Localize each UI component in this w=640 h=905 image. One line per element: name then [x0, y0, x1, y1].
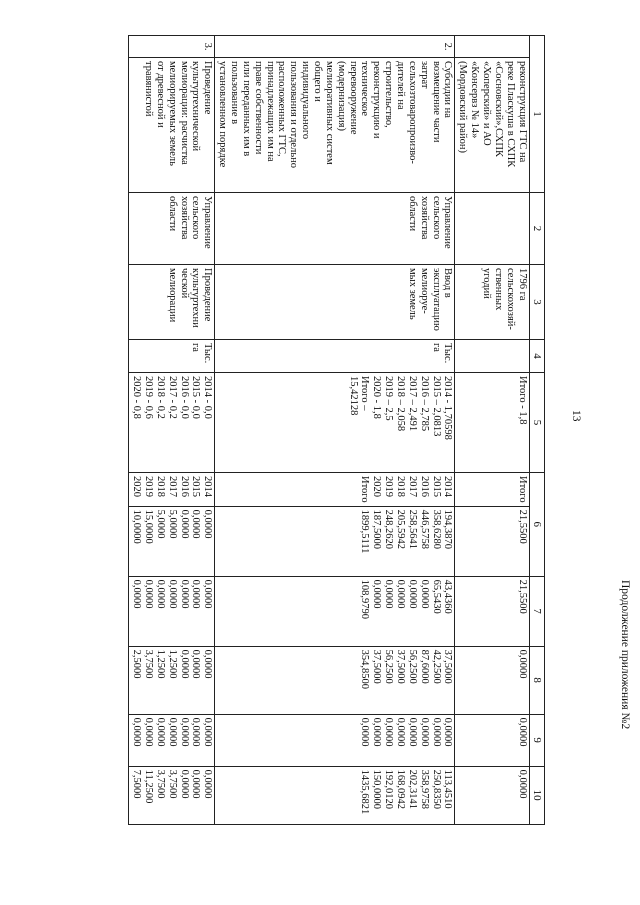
cell-line: установленном порядке — [217, 61, 229, 168]
cell-line: сельского — [190, 196, 202, 240]
regional-cell — [129, 646, 215, 714]
cell-line: 2018 — [154, 476, 166, 497]
executor-cell — [129, 193, 215, 265]
cell-line: пользования и отдельно — [288, 61, 300, 168]
cell-line: 446,5758 — [418, 509, 430, 549]
target-value: Итого - 1,8 — [516, 376, 528, 425]
cell-line: Тыс. — [202, 343, 214, 364]
cell-line: индивидуального — [300, 61, 312, 140]
total-cell — [129, 506, 215, 576]
cell-line: 1435,6821 — [359, 769, 371, 815]
cell-line: 0,0000 — [166, 579, 178, 609]
cell-line: 0,0000 — [166, 717, 178, 747]
extrabudget-cell — [129, 766, 215, 824]
header-cell: 9 — [529, 714, 544, 766]
cell-line: 0,0000 — [190, 769, 202, 799]
cell-line: 2019 — [383, 476, 395, 497]
cell-line: 21,5500 — [516, 579, 528, 614]
cell-line: 0,0000 — [383, 717, 395, 747]
header-cell: 1 — [529, 36, 544, 193]
unit-cell — [129, 340, 215, 373]
cell-line: 187,5000 — [371, 509, 383, 549]
total-cell — [455, 506, 529, 576]
header-cell: 4 — [529, 340, 544, 373]
cell-line: Тыс. — [442, 343, 454, 364]
cell-line: 15,0000 — [142, 509, 154, 544]
cell-line: хозяйства — [418, 196, 430, 240]
event-cell — [215, 58, 455, 193]
cell-line: дителей на — [394, 61, 406, 110]
federal-cell — [215, 576, 455, 646]
cell-line: 2017 – 2,491 — [406, 376, 418, 432]
cell-line: (модернизация) — [335, 61, 347, 131]
cell-line: или переданных им в — [240, 61, 252, 157]
cell-line: 354,8500 — [359, 649, 371, 689]
federal-cell — [455, 576, 529, 646]
cell-line: 5,0000 — [166, 509, 178, 539]
executor-cell — [215, 193, 455, 265]
cell-line: 2020 — [371, 476, 383, 497]
cell-line: 65,5430 — [430, 579, 442, 614]
row-number-cell — [215, 36, 455, 58]
cell-line: мелиорации: расчистка — [178, 61, 190, 165]
cell-line: 0,0000 — [516, 649, 528, 679]
cell-line: 0,0000 — [190, 649, 202, 679]
event-cell — [129, 58, 215, 193]
cell-line: 2017 — [406, 476, 418, 497]
row-number: 2. — [442, 42, 454, 51]
cell-line: 250,8350 — [430, 769, 442, 809]
cell-line: Итого — [516, 476, 528, 503]
cell-line: строительство, — [383, 61, 395, 128]
cell-line: техническое — [359, 61, 371, 117]
indicator-cell — [129, 265, 215, 340]
cell-line: 56,2500 — [383, 649, 395, 684]
header-cell: 8 — [529, 646, 544, 714]
data-table — [128, 35, 545, 825]
cell-line: 2017 — [166, 476, 178, 497]
cell-line: 0,0000 — [142, 579, 154, 609]
cell-line: 37,5000 — [371, 649, 383, 684]
cell-line: 1796 га — [516, 268, 528, 301]
header-cell: 3 — [529, 265, 544, 340]
regional-cell — [455, 646, 529, 714]
local-cell — [455, 714, 529, 766]
cell-line: мелиорируемых земель — [166, 61, 178, 166]
cell-line: 0,0000 — [190, 579, 202, 609]
cell-line: 0,0000 — [202, 769, 214, 799]
year-cell — [215, 473, 455, 507]
continuation-title: Продолжение приложения №2 — [619, 580, 631, 730]
cell-line: общего и — [311, 61, 323, 102]
cell-line: Субсидии на — [442, 61, 454, 118]
cell-line: 2015 – 2,0813 — [430, 376, 442, 437]
cell-line: мелиоруе- — [418, 268, 430, 314]
cell-line: 2015 - 0,0 — [190, 376, 202, 419]
header-cell: 6 — [529, 473, 544, 577]
cell-line: затрат — [418, 61, 430, 89]
cell-line: 0,0000 — [154, 579, 166, 609]
cell-line: 2015 — [190, 476, 202, 497]
cell-line: 1899,5111 — [359, 509, 371, 554]
cell-line: 150,0000 — [371, 769, 383, 809]
cell-line: 10,0000 — [131, 509, 143, 544]
cell-line: Управление — [202, 196, 214, 249]
indicator-cell — [215, 265, 455, 340]
cell-line: «Хоперский» и АО — [481, 61, 492, 146]
cell-line: 2015 — [430, 476, 442, 497]
table-row — [455, 36, 529, 825]
cell-line: Управление — [442, 196, 454, 249]
year-cell — [129, 473, 215, 507]
cell-line: пользование в — [228, 61, 240, 125]
cell-line: 11,2500 — [142, 769, 154, 804]
cell-line: 0,0000 — [394, 717, 406, 747]
cell-line: 258,5641 — [406, 509, 418, 549]
cell-line: от древесной и — [154, 61, 166, 128]
cell-line: 2018 — [394, 476, 406, 497]
cell-line: области — [406, 196, 418, 232]
cell-line: 0,0000 — [371, 579, 383, 609]
row-number: 3. — [202, 42, 214, 51]
header-cell: 2 — [529, 193, 544, 265]
cell-line: мелиоративных систем — [323, 61, 335, 165]
cell-line: 0,0000 — [202, 717, 214, 747]
cell-line: 248,2620 — [383, 509, 395, 549]
cell-line: 358,6280 — [430, 509, 442, 549]
cell-line: мых земель — [406, 268, 418, 320]
cell-line: «Сосновский»,СХПК — [492, 61, 504, 157]
cell-line: 0,0000 — [131, 717, 143, 747]
cell-line: 108,9790 — [359, 579, 371, 619]
cell-line: 168,0942 — [394, 769, 406, 809]
federal-cell — [129, 576, 215, 646]
cell-line: Проведение — [202, 61, 214, 115]
cell-line: 3,7500 — [154, 769, 166, 799]
cell-line: 0,0000 — [154, 717, 166, 747]
cell-line: 0,0000 — [442, 717, 454, 747]
header-cell: 5 — [529, 373, 544, 473]
target-value-cell — [455, 373, 529, 473]
target-value-cell — [129, 373, 215, 473]
cell-line: 7,5000 — [131, 769, 143, 799]
cell-line: хозяйства — [178, 196, 190, 240]
cell-line: 0,0000 — [202, 649, 214, 679]
local-cell — [129, 714, 215, 766]
unit-cell — [455, 340, 529, 373]
cell-line: «Консервз № 14» — [469, 61, 481, 139]
cell-line: 0,0000 — [359, 717, 371, 747]
cell-line: 2016 – 2,785 — [418, 376, 430, 432]
cell-line: 0,0000 — [383, 579, 395, 609]
header-cell: 10 — [529, 766, 544, 824]
cell-line: принадлежащих им на — [264, 61, 276, 162]
cell-line: 2020 — [131, 476, 143, 497]
total-cell — [215, 506, 455, 576]
header-row — [529, 36, 544, 825]
cell-line: сельхозтоваропроизво- — [406, 61, 418, 164]
cell-line: 2,5000 — [131, 649, 143, 679]
cell-line: 358,9758 — [418, 769, 430, 809]
cell-line: га — [190, 343, 202, 352]
cell-line: 0,0000 — [178, 649, 190, 679]
cell-line: сельскохозяй- — [504, 268, 516, 330]
cell-line: 56,2500 — [406, 649, 418, 684]
cell-line: 194,3870 — [442, 509, 454, 549]
cell-line: мелиорации — [166, 268, 178, 323]
cell-line: ственных — [492, 268, 504, 311]
cell-line: 0,0000 — [430, 717, 442, 747]
local-cell — [215, 714, 455, 766]
unit-cell — [215, 340, 455, 373]
indicator-cell — [455, 265, 529, 340]
cell-line: реке Пласкуша в СХПК — [504, 61, 516, 168]
cell-line: 0,0000 — [418, 717, 430, 747]
cell-line: 0,0000 — [406, 579, 418, 609]
cell-line: 2016 - 0,0 — [178, 376, 190, 419]
cell-line: ческой — [178, 268, 190, 299]
event-cell — [455, 58, 529, 193]
table-row — [129, 36, 215, 825]
cell-line: 205,5942 — [394, 509, 406, 549]
cell-line: 0,0000 — [178, 717, 190, 747]
cell-line: 1,2500 — [166, 649, 178, 679]
cell-line: 0,0000 — [516, 717, 528, 747]
cell-line: 0,0000 — [178, 769, 190, 799]
cell-line: 3,7500 — [166, 769, 178, 799]
cell-line: 0,0000 — [178, 579, 190, 609]
cell-line: 2018 – 2,058 — [394, 376, 406, 432]
cell-line: 2014 - 0,0 — [202, 376, 214, 419]
cell-line: 5,0000 — [154, 509, 166, 539]
regional-cell — [215, 646, 455, 714]
cell-line: эксплуатацию — [430, 268, 442, 331]
cell-line: 2020 - 0,8 — [131, 376, 143, 419]
page-number: 13 — [570, 410, 582, 422]
cell-line: 2019 — [142, 476, 154, 497]
cell-line: травянистой — [142, 61, 154, 117]
cell-line: 0,0000 — [142, 717, 154, 747]
year-cell — [455, 473, 529, 507]
cell-line: Ввод в — [442, 268, 454, 298]
cell-line: перевооружение — [347, 61, 359, 135]
cell-line: 0,0000 — [516, 769, 528, 799]
cell-line: 2014 — [442, 476, 454, 497]
cell-line: 1,2500 — [154, 649, 166, 679]
cell-line: 0,0000 — [394, 579, 406, 609]
cell-line: области — [166, 196, 178, 232]
extrabudget-cell — [455, 766, 529, 824]
cell-line: 2020 - 1,8 — [371, 376, 383, 419]
row-number-cell — [455, 36, 529, 58]
cell-line: расположенных ГТС, — [276, 61, 288, 157]
cell-line: 0,0000 — [406, 717, 418, 747]
cell-line: 113,4510 — [442, 769, 454, 809]
cell-line: 202,3141 — [406, 769, 418, 809]
cell-line: культуртехни — [190, 268, 202, 328]
cell-line: реконструкцию и — [371, 61, 383, 139]
cell-line: 87,6000 — [418, 649, 430, 684]
table-row — [215, 36, 455, 825]
extrabudget-cell — [215, 766, 455, 824]
cell-line: 2014 - 1,70598 — [442, 376, 454, 440]
cell-line: 0,0000 — [371, 717, 383, 747]
cell-line: 2016 — [178, 476, 190, 497]
cell-line: 0,0000 — [418, 579, 430, 609]
cell-line: (Мордовский район) — [457, 61, 469, 153]
cell-line: 0,0000 — [190, 509, 202, 539]
row-number-cell — [129, 36, 215, 58]
executor-cell — [455, 193, 529, 265]
cell-line: 42,2500 — [430, 649, 442, 684]
cell-line: 37,5000 — [442, 649, 454, 684]
cell-line: га — [430, 343, 442, 352]
cell-line: праве собственности — [252, 61, 264, 155]
cell-line: 3,7500 — [142, 649, 154, 679]
cell-line: Проведение — [202, 268, 214, 322]
cell-line: 2017 - 0,2 — [166, 376, 178, 419]
cell-line: 0,0000 — [190, 717, 202, 747]
cell-line: Итого — [359, 476, 371, 503]
cell-line: 0,0000 — [131, 579, 143, 609]
cell-line: 2016 — [418, 476, 430, 497]
header-cell: 7 — [529, 576, 544, 646]
cell-line: 21,5500 — [516, 509, 528, 544]
cell-line: 0,0000 — [202, 509, 214, 539]
cell-line: 0,0000 — [178, 509, 190, 539]
cell-line: 192,0120 — [383, 769, 395, 809]
cell-line: 2014 — [202, 476, 214, 497]
cell-line: 2019 - 0,6 — [142, 376, 154, 419]
cell-line: 43,4360 — [442, 579, 454, 614]
cell-line: культуртехнической — [190, 61, 202, 152]
cell-line: 15,42128 — [347, 376, 359, 416]
cell-line: сельского — [430, 196, 442, 240]
cell-line: 2018 - 0,2 — [154, 376, 166, 419]
cell-line: 2019 – 2,5 — [383, 376, 395, 421]
cell-line: 37,5000 — [394, 649, 406, 684]
cell-line: возмещение части — [430, 61, 442, 143]
target-value-cell — [215, 373, 455, 473]
cell-line: реконструкция ГТС на — [516, 61, 528, 163]
cell-line: 0,0000 — [202, 579, 214, 609]
table-container — [128, 35, 545, 825]
cell-line: Итого – — [359, 376, 371, 411]
cell-line: угодий — [481, 268, 492, 299]
